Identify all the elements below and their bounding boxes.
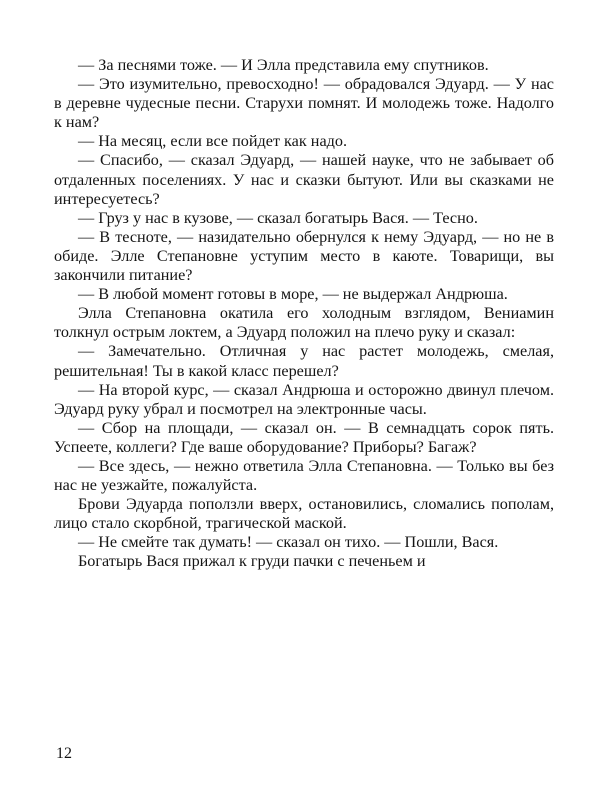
- paragraph: — Все здесь, — нежно ответила Элла Степановна. — Только вы без нас не уезжайте, пожалуйста.: [54, 456, 554, 495]
- paragraph: — Это изумительно, превосходно! — обрадовался Эдуард. — У нас в деревне чудесные песни. Старухи помнят. И молодежь тоже. Надолго к нам?: [54, 75, 554, 132]
- paragraph: — В любой момент готовы в море, — не выдержал Андрюша.: [78, 285, 508, 304]
- paragraph: Брови Эдуарда поползли вверх, остановились, сломались пополам, лицо стало скорбной, трагической маской.: [54, 495, 554, 533]
- book-page-text: [54, 56, 554, 572]
- paragraph: — Замечательно. Отличная у нас растет молодежь, смелая, решительная! Ты в какой класс перешел?: [54, 342, 554, 380]
- paragraph: — Сбор на площади, — сказал он. — В семнадцать сорок пять. Успеете, коллеги? Где ваше оборудование? Приборы? Багаж?: [54, 418, 554, 456]
- paragraph: — За песнями тоже. — И Элла представила ему спутников.: [78, 56, 489, 74]
- paragraph: — На второй курс, — сказал Андрюша и осторожно двинул плечом. Эдуард руку убрал и посмотрел на электронные часы.: [54, 380, 554, 418]
- paragraph: Богатырь Вася прижал к груди пачки с печеньем и: [78, 552, 426, 571]
- paragraph: — Спасибо, — сказал Эдуард, — нашей науке, что не забывает об отдаленных поселениях. У нас и сказки бытуют. Или вы сказками не интересуетесь?: [54, 151, 554, 208]
- paragraph: Элла Степановна окатила его холодным взглядом, Вениамин толкнул острым локтем, а Эдуард положил на плечо руку и сказал:: [54, 304, 554, 342]
- paragraph: — На месяц, если все пойдет как надо.: [78, 132, 347, 151]
- paragraph: — Груз у нас в кузове, — сказал богатырь Вася. — Тесно.: [78, 208, 478, 227]
- paragraph: — В тесноте, — назидательно обернулся к нему Эдуард, — но не в обиде. Элле Степановне уступим место в каюте. Товарищи, вы закончили питание?: [54, 227, 554, 285]
- paragraph: — Не смейте так думать! — сказал он тихо. — Пошли, Вася.: [78, 533, 499, 552]
- page-number: 12: [56, 745, 72, 762]
